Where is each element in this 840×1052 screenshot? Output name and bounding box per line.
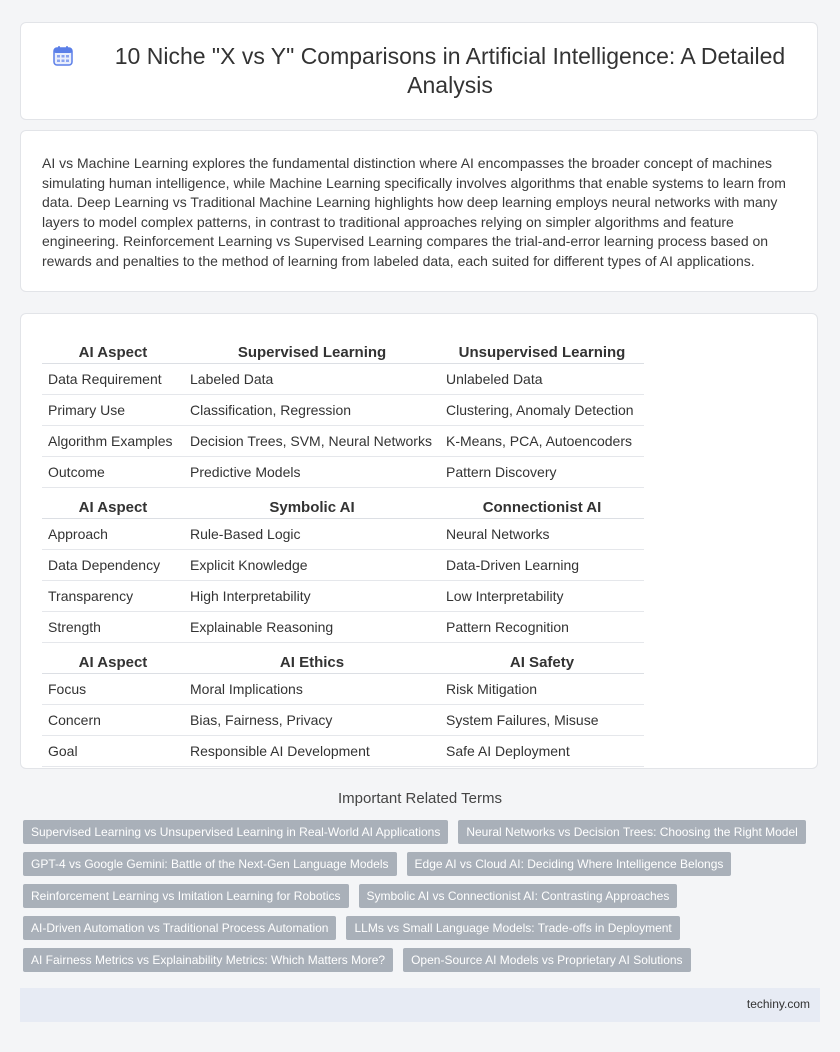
table-cell: Pattern Recognition bbox=[440, 612, 644, 643]
table-header-cell: AI Aspect bbox=[42, 488, 184, 519]
table-cell: Rule-Based Logic bbox=[184, 519, 440, 550]
table-cell: Outcome bbox=[42, 457, 184, 488]
comparison-table-card bbox=[20, 313, 818, 769]
related-term-link[interactable]: LLMs vs Small Language Models: Trade-offs in Deployment bbox=[346, 916, 679, 940]
table-header-cell: AI Safety bbox=[440, 643, 644, 674]
related-term-link[interactable]: Neural Networks vs Decision Trees: Choosing the Right Model bbox=[458, 820, 805, 844]
table-cell: Risk Mitigation bbox=[440, 674, 644, 705]
table-header-cell: Connectionist AI bbox=[440, 488, 644, 519]
table-cell: Approach bbox=[42, 519, 184, 550]
related-term-link[interactable]: Reinforcement Learning vs Imitation Learning for Robotics bbox=[23, 884, 349, 908]
related-term-link[interactable]: Edge AI vs Cloud AI: Deciding Where Intelligence Belongs bbox=[407, 852, 732, 876]
table-row bbox=[42, 674, 644, 705]
table-cell: Predictive Models bbox=[184, 457, 440, 488]
intro-card bbox=[20, 130, 818, 292]
table-row bbox=[42, 550, 644, 581]
tag-row bbox=[23, 948, 813, 972]
table-row bbox=[42, 395, 644, 426]
table-cell: Unlabeled Data bbox=[440, 364, 644, 395]
tag-row bbox=[23, 884, 813, 908]
table-row bbox=[42, 736, 644, 767]
related-term-link[interactable]: Open-Source AI Models vs Proprietary AI Solutions bbox=[403, 948, 690, 972]
table-cell: Primary Use bbox=[42, 395, 184, 426]
table-cell: Data-Driven Learning bbox=[440, 550, 644, 581]
table-header-cell: AI Aspect bbox=[42, 643, 184, 674]
table-cell: System Failures, Misuse bbox=[440, 705, 644, 736]
table-cell: Responsible AI Development bbox=[184, 736, 440, 767]
table-cell: Goal bbox=[42, 736, 184, 767]
table-row bbox=[42, 581, 644, 612]
table-cell: Focus bbox=[42, 674, 184, 705]
table-cell: Low Interpretability bbox=[440, 581, 644, 612]
table-row bbox=[42, 426, 644, 457]
table-header-cell: AI Aspect bbox=[42, 333, 184, 364]
table-cell: Clustering, Anomaly Detection bbox=[440, 395, 644, 426]
table-cell: Explicit Knowledge bbox=[184, 550, 440, 581]
table-cell: Labeled Data bbox=[184, 364, 440, 395]
table-cell: Concern bbox=[42, 705, 184, 736]
table-cell: Transparency bbox=[42, 581, 184, 612]
table-cell: Explainable Reasoning bbox=[184, 612, 440, 643]
table-row bbox=[42, 457, 644, 488]
related-term-link[interactable]: Symbolic AI vs Connectionist AI: Contrasting Approaches bbox=[359, 884, 678, 908]
table-row bbox=[42, 364, 644, 395]
table-cell: K-Means, PCA, Autoencoders bbox=[440, 426, 644, 457]
table-cell: Algorithm Examples bbox=[42, 426, 184, 457]
table-header-cell: Unsupervised Learning bbox=[440, 333, 644, 364]
table-header-row bbox=[42, 643, 644, 674]
related-term-link[interactable]: GPT-4 vs Google Gemini: Battle of the Next-Gen Language Models bbox=[23, 852, 397, 876]
page-title: 10 Niche "X vs Y" Comparisons in Artificial Intelligence: A Detailed Analysis bbox=[114, 43, 786, 98]
table-row bbox=[42, 519, 644, 550]
table-cell: Data Requirement bbox=[42, 364, 184, 395]
table-header-row bbox=[42, 333, 644, 364]
table-cell: Safe AI Deployment bbox=[440, 736, 644, 767]
footer-site[interactable]: techiny.com bbox=[746, 997, 810, 1011]
table-row bbox=[42, 705, 644, 736]
tag-row bbox=[23, 820, 813, 844]
table-cell: Pattern Discovery bbox=[440, 457, 644, 488]
table-cell: Bias, Fairness, Privacy bbox=[184, 705, 440, 736]
related-term-link[interactable]: Supervised Learning vs Unsupervised Learning in Real-World AI Applications bbox=[23, 820, 448, 844]
tag-row bbox=[23, 916, 813, 940]
tag-row bbox=[23, 852, 813, 876]
related-terms-title: Important Related Terms bbox=[338, 790, 502, 807]
intro-paragraph: AI vs Machine Learning explores the fundamental distinction where AI encompasses the broader concept of machines simulating human intelligence, while Machine Learning specifically involves algorithms that enable systems to learn from data. Deep Learning vs Traditional Machine Learning highlights how deep learning employs neural networks with many layers to model complex patterns, in contrast to traditional approaches relying on simpler algorithms and feature engineering. Reinforcement Learning vs Supervised Learning compares the trial-and-error learning process based on rewards and penalties to the method of learning from labeled data, each suited for different types of AI applications. bbox=[42, 155, 786, 269]
related-term-link[interactable]: AI-Driven Automation vs Traditional Process Automation bbox=[23, 916, 336, 940]
table-row bbox=[42, 612, 644, 643]
table-cell: Moral Implications bbox=[184, 674, 440, 705]
table-cell: Strength bbox=[42, 612, 184, 643]
related-term-link[interactable]: AI Fairness Metrics vs Explainability Metrics: Which Matters More? bbox=[23, 948, 393, 972]
table-cell: Classification, Regression bbox=[184, 395, 440, 426]
table-cell: Decision Trees, SVM, Neural Networks bbox=[184, 426, 440, 457]
table-header-row bbox=[42, 488, 644, 519]
table-header-cell: Supervised Learning bbox=[184, 333, 440, 364]
calendar-icon bbox=[52, 45, 74, 67]
footer bbox=[20, 988, 820, 1022]
table-header-cell: Symbolic AI bbox=[184, 488, 440, 519]
table-cell: Data Dependency bbox=[42, 550, 184, 581]
comparison-table bbox=[42, 333, 644, 767]
related-terms-list bbox=[23, 820, 813, 980]
table-cell: High Interpretability bbox=[184, 581, 440, 612]
table-header-cell: AI Ethics bbox=[184, 643, 440, 674]
table-cell: Neural Networks bbox=[440, 519, 644, 550]
